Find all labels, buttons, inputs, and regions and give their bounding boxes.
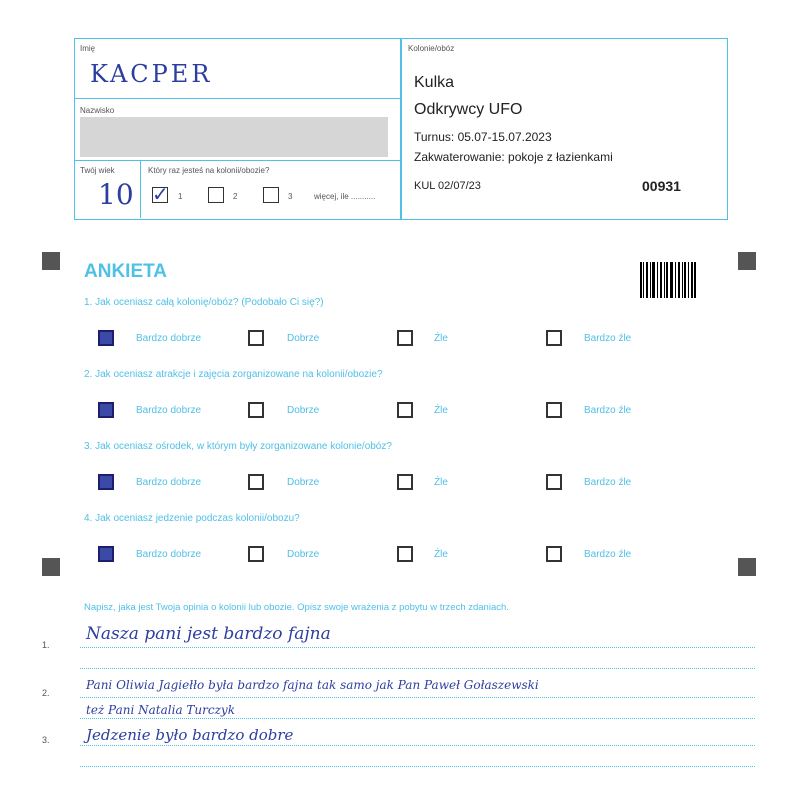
q4-option-label: Bardzo dobrze [136, 549, 202, 560]
q4-zle-checkbox[interactable] [397, 546, 413, 562]
q3-zle-checkbox[interactable] [397, 474, 413, 490]
q1-option-label: Bardzo dobrze [136, 333, 202, 344]
kolonia-name: Kulka [414, 74, 455, 91]
q1-option-label: Dobrze [287, 333, 320, 344]
turnus: Turnus: 05.07-15.07.2023 [414, 130, 552, 144]
q3-option-label: Dobrze [287, 477, 320, 488]
answer-line-1[interactable]: Nasza pani jest bardzo fajna [86, 624, 331, 644]
q2-bardzo-zle-checkbox[interactable] [546, 402, 562, 418]
question-4: 4. Jak oceniasz jedzenie podczas kolonii/obozu? [84, 513, 300, 524]
wiek-label: Twój wiek [80, 166, 115, 175]
q1-option-label: Źle [434, 333, 448, 344]
nazwisko-label: Nazwisko [80, 106, 115, 115]
program-name: Odkrywcy UFO [414, 101, 523, 118]
q1-zle-checkbox[interactable] [397, 330, 413, 346]
line-number-1: 1. [42, 640, 50, 650]
question-1: 1. Jak oceniasz całą kolonię/obóz? (Podobało Ci się?) [84, 297, 324, 308]
visit-option-2-label: 2 [233, 192, 238, 201]
visit-option-3-label: 3 [288, 192, 293, 201]
registration-mark [42, 252, 60, 270]
camp-code: KUL 02/07/23 [414, 180, 481, 192]
answer-line-3[interactable]: Jedzenie było bardzo dobre [86, 726, 294, 744]
divider [74, 98, 400, 99]
kolonie-label: Kolonie/obóz [408, 44, 455, 53]
q2-bardzo-dobrze-checkbox[interactable] [98, 402, 114, 418]
answer-line-2b[interactable]: też Pani Natalia Turczyk [86, 703, 235, 717]
q3-bardzo-zle-checkbox[interactable] [546, 474, 562, 490]
wiecej-label: więcej, ile ........... [314, 192, 376, 201]
visit-option-1-label: 1 [178, 192, 183, 201]
q2-option-label: Dobrze [287, 405, 320, 416]
question-3: 3. Jak oceniasz ośrodek, w którym były zorganizowane kolonie/obóz? [84, 441, 392, 452]
registration-mark [42, 558, 60, 576]
answer-line [80, 647, 755, 648]
check-mark: ✓ [152, 182, 169, 206]
q3-option-label: Bardzo dobrze [136, 477, 202, 488]
zakwaterowanie: Zakwaterowanie: pokoje z łazienkami [414, 150, 613, 164]
q1-bardzo-dobrze-checkbox[interactable] [98, 330, 114, 346]
line-number-3: 3. [42, 735, 50, 745]
q3-bardzo-dobrze-checkbox[interactable] [98, 474, 114, 490]
q2-option-label: Bardzo źle [584, 405, 632, 416]
answer-line [80, 766, 755, 767]
answer-line [80, 668, 755, 669]
answer-line [80, 697, 755, 698]
survey-title: ANKIETA [84, 261, 168, 282]
q1-bardzo-zle-checkbox[interactable] [546, 330, 562, 346]
q4-option-label: Dobrze [287, 549, 320, 560]
q2-dobrze-checkbox[interactable] [248, 402, 264, 418]
answer-line-2[interactable]: Pani Oliwia Jagiełło była bardzo fajna tak samo jak Pan Paweł Gołaszewski [86, 678, 539, 692]
imie-value[interactable]: KACPER [90, 60, 213, 88]
question-2: 2. Jak oceniasz atrakcje i zajęcia zorganizowane na kolonii/obozie? [84, 369, 383, 380]
q2-option-label: Bardzo dobrze [136, 405, 202, 416]
q3-dobrze-checkbox[interactable] [248, 474, 264, 490]
visit-checkbox-2[interactable] [208, 187, 224, 203]
q2-option-label: Źle [434, 405, 448, 416]
q3-option-label: Źle [434, 477, 448, 488]
q1-dobrze-checkbox[interactable] [248, 330, 264, 346]
divider [140, 160, 141, 218]
q4-option-label: Bardzo źle [584, 549, 632, 560]
q4-bardzo-zle-checkbox[interactable] [546, 546, 562, 562]
opinion-prompt: Napisz, jaka jest Twoja opinia o kolonii lub obozie. Opisz swoje wrażenia z pobytu w trzech zdaniach. [84, 602, 509, 613]
q1-option-label: Bardzo źle [584, 333, 632, 344]
q2-zle-checkbox[interactable] [397, 402, 413, 418]
wiek-value[interactable]: 10 [98, 178, 134, 211]
registration-mark [738, 252, 756, 270]
redacted-surname [80, 117, 388, 157]
answer-line [80, 718, 755, 719]
registration-mark [738, 558, 756, 576]
imie-label: Imię [80, 44, 96, 53]
form-number: 00931 [642, 178, 681, 194]
visit-checkbox-3[interactable] [263, 187, 279, 203]
divider [74, 160, 400, 161]
q4-option-label: Źle [434, 549, 448, 560]
answer-line [80, 745, 755, 746]
q4-dobrze-checkbox[interactable] [248, 546, 264, 562]
ktory-raz-label: Który raz jesteś na kolonii/obozie? [148, 166, 270, 175]
q4-bardzo-dobrze-checkbox[interactable] [98, 546, 114, 562]
line-number-2: 2. [42, 688, 50, 698]
q3-option-label: Bardzo źle [584, 477, 632, 488]
barcode [640, 262, 696, 298]
